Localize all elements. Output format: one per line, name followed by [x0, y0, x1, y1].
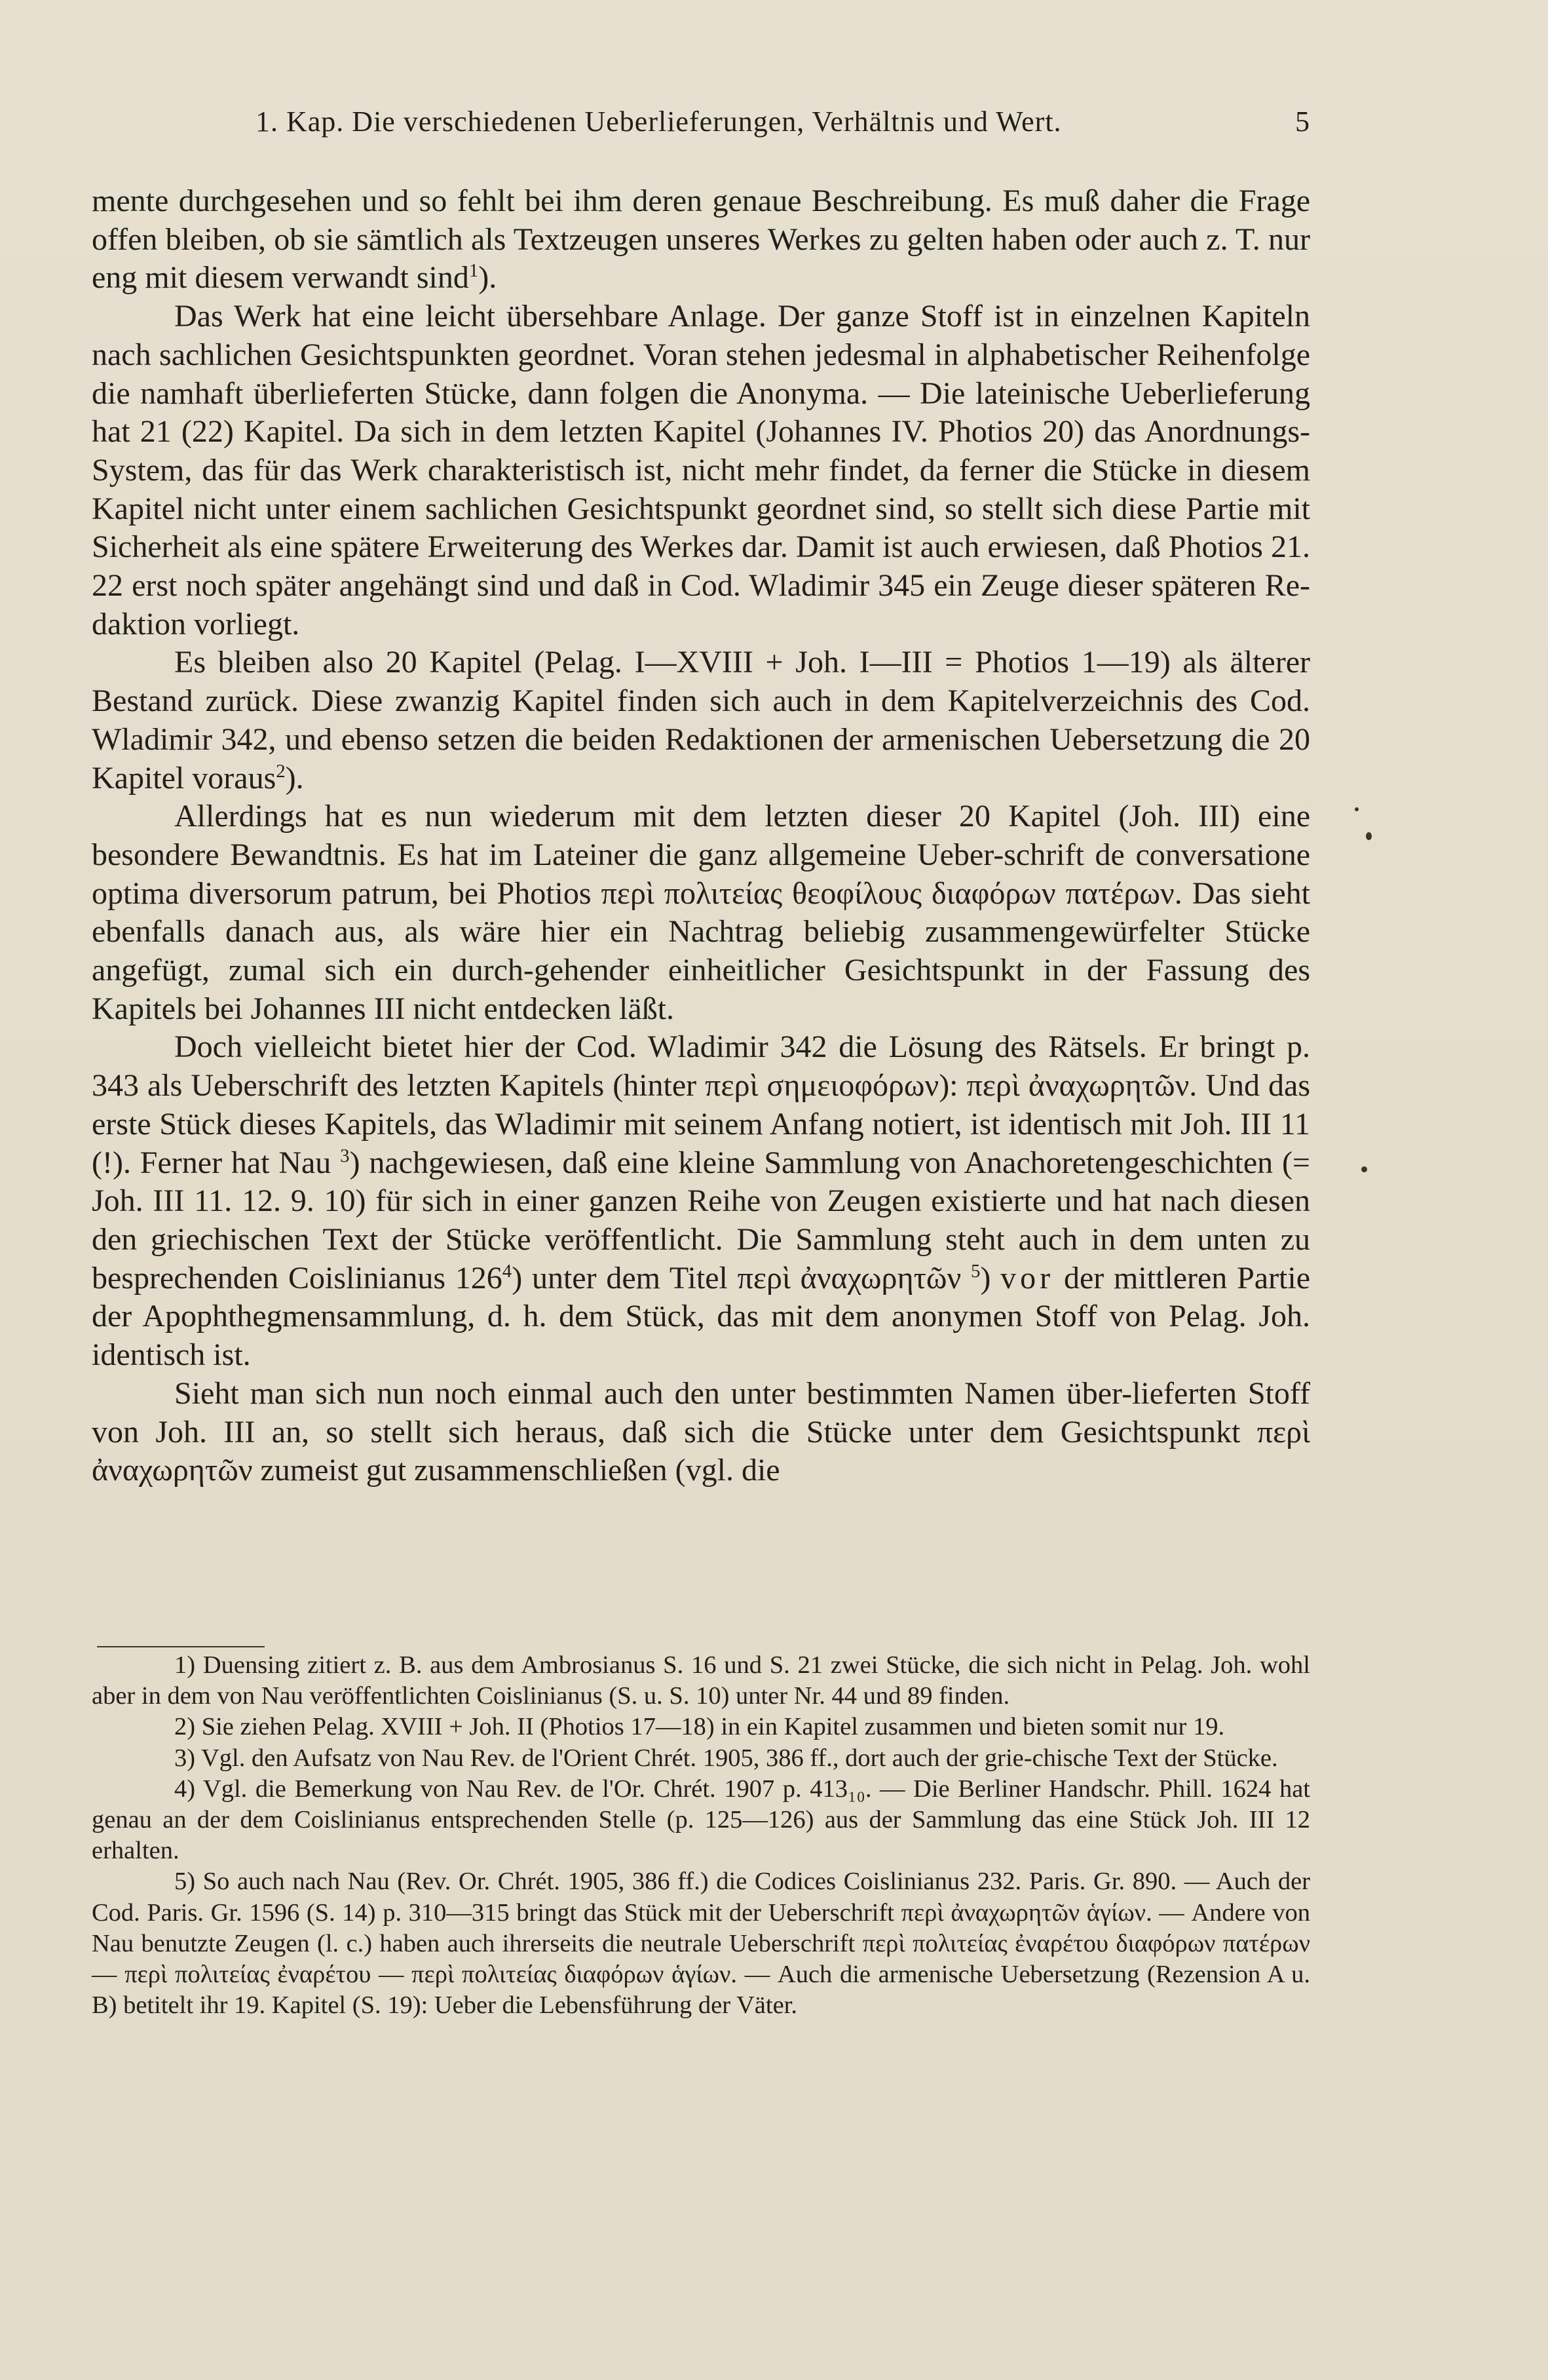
paragraph-text: ): [980, 1260, 991, 1296]
footnote-ref-4: 4: [502, 1260, 512, 1282]
page-number: 5: [1295, 106, 1310, 138]
paragraph-text: der mittleren Partie der Apophthegmensammlung, d. h. dem Stück, das mit dem anonymen Stoff von Pelag. Joh. identisch ist.: [92, 1260, 1311, 1373]
paragraph-text: mente durchgesehen und so fehlt bei ihm deren genaue Beschreibung. Es muß daher die Frage offen bleiben, ob sie sämtlich als Textzeugen unseres Werkes zu gelten haben oder auch z. T. nur eng mit diesem verwandt sind: [92, 183, 1310, 296]
main-text: [92, 182, 1310, 1490]
paragraph-1: [92, 182, 1310, 298]
running-title: 1. Kap. Die verschiedenen Ueberlieferungen, Verhältnis und Wert.: [255, 106, 1062, 138]
paragraph-text: ) nachgewiesen, daß eine kleine Sammlung von Anachoretengeschichten (= Joh. III 11. 12. 9. 10) für sich in einer ganzen Reihe von Zeugen existierte und hat nach diesen den griechischen Text der Stücke veröffentlicht. Die Sammlung steht auch in dem unten zu besprechenden Coislinianus 126: [92, 1145, 1310, 1296]
paragraph-4: Allerdings hat es nun wiederum mit dem letzten dieser 20 Kapitel (Joh. III) eine besondere Bewandtnis. Es hat im Lateiner die ganz allgemeine Ueber-schrift de conversatione optima diversorum patrum, bei Photios περὶ πολιτείας θεοφίλους διαφόρων πατέρων. Das sieht ebenfalls danach aus, als wäre hier ein Nachtrag beliebig zusammengewürfelter Stücke angefügt, zumal sich ein durch-gehender einheitlicher Gesichtspunkt in der Fassung des Kapitels bei Johannes III nicht entdecken läßt.: [92, 799, 1310, 1026]
margin-speck: [1366, 832, 1372, 840]
spaced-emphasis: vor: [1000, 1260, 1055, 1296]
footnote-ref-1: 1: [468, 260, 479, 282]
margin-speck: [1355, 807, 1359, 811]
footnote-ref-3: 3: [340, 1145, 350, 1166]
paragraph-6: Sieht man sich nun noch einmal auch den unter bestimmten Namen über-lieferten Stoff von Joh. III an, so stellt sich heraus, daß sich die Stücke unter dem Gesichtspunkt περὶ ἀναχωρητῶν zumeist gut zusammenschließen (vgl. die: [92, 1375, 1310, 1488]
paragraph-3: [92, 643, 1310, 797]
footnote-ref-5: 5: [970, 1260, 981, 1282]
footnote-ref-2: 2: [276, 760, 286, 782]
paragraph-text: ).: [478, 260, 497, 296]
footnote-3: 3) Vgl. den Aufsatz von Nau Rev. de l'Orient Chrét. 1905, 386 ff., dort auch der grie-chische Text der Stücke.: [174, 1744, 1278, 1772]
footnotes: [92, 1650, 1310, 2021]
footnote-2: 2) Sie ziehen Pelag. XVIII + Joh. II (Photios 17—18) in ein Kapitel zusammen und bieten somit nur 19.: [174, 1713, 1225, 1741]
paragraph-text: ) unter dem Titel περὶ ἀναχωρητῶν: [512, 1260, 962, 1296]
footnote-5: 5) So auch nach Nau (Rev. Or. Chrét. 1905, 386 ff.) die Codices Coislinianus 232. Paris. Gr. 890. — Auch der Cod. Paris. Gr. 1596 (S. 14) p. 310—315 bringt das Stück mit der Ueberschrift περὶ ἀναχωρητῶν ἁγίων. — Andere von Nau benutzte Zeugen (l. c.) haben auch ihrerseits die neutrale Ueberschrift περὶ πολιτείας ἐναρέτου διαφόρων πατέρων — περὶ πολιτείας ἐναρέτου — περὶ πολιτείας διαφόρων ἁγίων. — Auch die armenische Uebersetzung (Rezension A u. B) betitelt ihr 19. Kapitel (S. 19): Ueber die Lebensführung der Väter.: [92, 1868, 1310, 2020]
paragraph-text: Es bleiben also 20 Kapitel (Pelag. I—XVIII + Joh. I—III = Photios 1—19) als älterer Bestand zurück. Diese zwanzig Kapitel finden sich auch in dem Kapitelverzeichnis des Cod. Wladimir 342, und ebenso setzen die beiden Redaktionen der armenischen Uebersetzung die 20 Kapitel voraus: [92, 645, 1310, 796]
paragraph-5: [92, 1028, 1310, 1374]
footnote-1: 1) Duensing zitiert z. B. aus dem Ambrosianus S. 16 und S. 21 zwei Stücke, die sich nicht in Pelag. Joh. wohl aber in dem von Nau veröffentlichten Coislinianus (S. u. S. 10) unter Nr. 44 und 89 finden.: [92, 1651, 1310, 1710]
paragraph-text: Doch vielleicht bietet hier der Cod. Wladimir 342 die Lösung des Rätsels. Er bringt p. 343 als Ueberschrift des letzten Kapitels (hinter περὶ σημειοφόρων): περὶ ἀναχωρητῶν. Und das erste Stück dieses Kapitels, das Wladimir mit seinem Anfang notiert, ist identisch mit Joh. III 11 (!). Ferner hat Nau: [92, 1029, 1310, 1180]
paragraph-2: Das Werk hat eine leicht übersehbare Anlage. Der ganze Stoff ist in einzelnen Kapiteln nach sachlichen Gesichtspunkten geordnet. Voran stehen jedesmal in alphabetischer Reihenfolge die namhaft überlieferten Stücke, dann folgen die Anonyma. — Die lateinische Ueberlieferung hat 21 (22) Kapitel. Da sich in dem letzten Kapitel (Johannes IV. Photios 20) das Anordnungs-System, das für das Werk charakteristisch ist, nicht mehr findet, da ferner die Stücke in diesem Kapitel nicht unter einem sachlichen Gesichtspunkt geordnet sind, so stellt sich diese Partie mit Sicherheit als eine spätere Erweiterung des Werkes dar. Damit ist auch erwiesen, daß Photios 21. 22 erst noch später angehängt sind und daß in Cod. Wladimir 345 ein Zeuge dieser späteren Re-daktion vorliegt.: [92, 299, 1310, 642]
footnote-separator: [97, 1646, 265, 1647]
footnote-4: 4) Vgl. die Bemerkung von Nau Rev. de l'Or. Chrét. 1907 p. 413₁₀. — Die Berliner Handschr. Phill. 1624 hat genau an der dem Coislinianus entsprechenden Stelle (p. 125—126) aus der Sammlung das eine Stück Joh. III 12 erhalten.: [92, 1775, 1310, 1865]
page-header: [92, 105, 1310, 151]
paragraph-text: ).: [285, 760, 304, 796]
margin-speck: [1361, 1166, 1367, 1172]
